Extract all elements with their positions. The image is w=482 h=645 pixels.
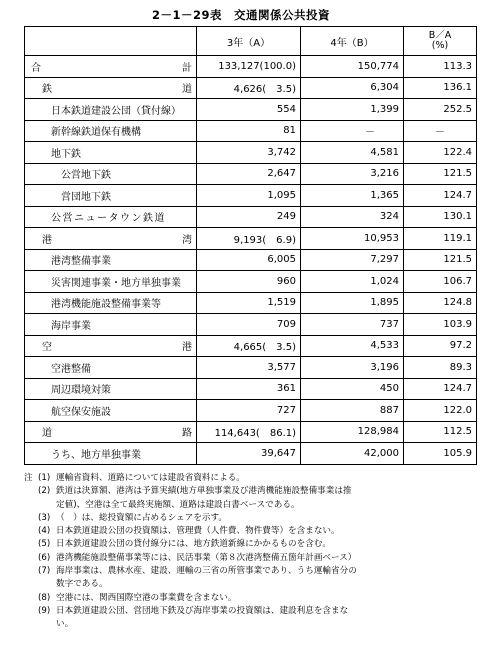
cell-ba: 113.3 (404, 56, 477, 78)
cell-ba: 105.9 (404, 443, 477, 465)
cell-a: 9,193( 6.9) (197, 228, 301, 250)
cell-b: 6,304 (301, 77, 404, 99)
row-label: 日本鉄道建設公団（貸付線） (25, 99, 197, 121)
footnote-text: 空港には、関西国際空港の事業費を含まない。 (56, 592, 237, 603)
cell-b: 1,365 (301, 185, 404, 207)
footnote-text: 日本鉄道建設公団の投資額は、管理費（人件費、物件費等）を含まない。 (56, 526, 340, 537)
cell-ba: 124.7 (404, 185, 477, 207)
cell-b: 7,297 (301, 249, 404, 271)
footnote-continuation (24, 578, 476, 591)
table-row-road (25, 421, 477, 443)
footnote-text: （ ）は、総投資額に占めるシェアを示す。 (56, 512, 228, 523)
cell-ba: 121.5 (404, 249, 477, 271)
footnote-number: (1) (38, 473, 51, 483)
footnote-number: (2) (38, 486, 51, 497)
row-label: 港湾機能施設整備事業等 (25, 292, 197, 314)
row-label (25, 228, 197, 250)
row-label-part: 港 (42, 234, 52, 246)
cell-b: 1,024 (301, 271, 404, 293)
cell-b: 128,984 (301, 421, 404, 443)
row-label (25, 56, 197, 78)
cell-a: 2,647 (197, 163, 301, 185)
cell-a: 727 (197, 400, 301, 422)
header-col-ba (404, 27, 477, 56)
table-row-total (25, 56, 477, 78)
row-label-part: 路 (182, 428, 192, 440)
footnote (24, 552, 476, 565)
cell-a: 133,127(100.0) (197, 56, 301, 78)
cell-ba: 122.4 (404, 142, 477, 164)
footnote-number: (6) (38, 552, 51, 563)
cell-ba: 130.1 (404, 206, 477, 228)
footnote (24, 605, 476, 618)
cell-ba: 252.5 (404, 99, 477, 121)
cell-b: 450 (301, 378, 404, 400)
footnote (24, 485, 476, 498)
row-label-part: 空 (42, 342, 52, 354)
cell-a: 1,095 (197, 185, 301, 207)
cell-b: 4,581 (301, 142, 404, 164)
footnote-continuation (24, 499, 476, 512)
row-label: 地下鉄 (25, 142, 197, 164)
cell-a: 709 (197, 314, 301, 336)
row-label: 航空保安施設 (25, 400, 197, 422)
cell-b: 737 (301, 314, 404, 336)
table-row (25, 142, 477, 164)
table-row (25, 185, 477, 207)
footnote-text: 運輸省資料、道路については建設省資料による。 (56, 473, 245, 483)
cell-ba: 89.3 (404, 357, 477, 379)
row-label: 海岸事業 (25, 314, 197, 336)
cell-b: 3,196 (301, 357, 404, 379)
row-label-part: 道 (42, 428, 52, 440)
cell-b: 3,216 (301, 163, 404, 185)
cell-a: 39,647 (197, 443, 301, 465)
cell-ba: 122.0 (404, 400, 477, 422)
investment-table (24, 26, 477, 465)
cell-ba: 106.7 (404, 271, 477, 293)
cell-a: 554 (197, 99, 301, 121)
row-label (25, 77, 197, 99)
footnote (24, 472, 476, 485)
footnote-number: (7) (38, 566, 51, 577)
cell-b: 10,953 (301, 228, 404, 250)
footnote (24, 565, 476, 578)
table-row (25, 271, 477, 293)
table-row (25, 443, 477, 465)
row-label-part: 湾 (182, 234, 192, 246)
table-row-port (25, 228, 477, 250)
cell-b: － (301, 120, 404, 142)
table-row (25, 163, 477, 185)
footnote-text: 港湾機能施設整備事業等には、民活事業（第８次港湾整備五箇年計画ベース） (56, 552, 357, 563)
header-ba-label: B／A (428, 30, 452, 41)
cell-ba: 119.1 (404, 228, 477, 250)
footnote-number: (3) (38, 512, 51, 523)
cell-a: 960 (197, 271, 301, 293)
row-label-part: 港 (182, 342, 192, 354)
footnote-number: (5) (38, 539, 51, 550)
cell-ba: 97.2 (404, 335, 477, 357)
cell-ba: 136.1 (404, 77, 477, 99)
footnote (24, 525, 476, 538)
table-row (25, 249, 477, 271)
table-row (25, 400, 477, 422)
row-label: 新幹線鉄道保有機構 (25, 120, 197, 142)
footnotes (24, 472, 476, 632)
footnote-text: い。 (56, 619, 74, 630)
cell-a: 3,742 (197, 142, 301, 164)
cell-b: 324 (301, 206, 404, 228)
row-label-part: 鉄 (42, 84, 52, 96)
footnote-number: (4) (38, 526, 51, 537)
row-label-part: 道 (182, 84, 192, 96)
footnote-mark: 注 (24, 473, 33, 483)
table-row (25, 292, 477, 314)
table-row (25, 206, 477, 228)
row-label (25, 335, 197, 357)
cell-ba: － (404, 120, 477, 142)
cell-a: 81 (197, 120, 301, 142)
table-row-airport (25, 335, 477, 357)
row-label (25, 421, 197, 443)
row-label: 空港整備 (25, 357, 197, 379)
footnote-text: 海岸事業は、農林水産、建設、運輸の三省の所管事業であり、うち運輸省分の (56, 566, 357, 577)
footnote (24, 592, 476, 605)
cell-b: 42,000 (301, 443, 404, 465)
cell-b: 150,774 (301, 56, 404, 78)
cell-a: 3,577 (197, 357, 301, 379)
table-row (25, 120, 477, 142)
cell-a: 1,519 (197, 292, 301, 314)
cell-b: 1,895 (301, 292, 404, 314)
cell-b: 4,533 (301, 335, 404, 357)
header-col-a: 3年（A） (197, 27, 301, 56)
footnote-number: (9) (38, 605, 51, 616)
header-blank (25, 27, 197, 56)
cell-ba: 121.5 (404, 163, 477, 185)
row-label-part: 計 (182, 62, 192, 74)
row-label-part: 合 (31, 62, 41, 74)
cell-a: 4,665( 3.5) (197, 335, 301, 357)
table-row (25, 99, 477, 121)
header-row (25, 27, 477, 56)
cell-a: 6,005 (197, 249, 301, 271)
cell-ba: 124.8 (404, 292, 477, 314)
cell-b: 1,399 (301, 99, 404, 121)
row-label: 公営ニュータウン鉄道 (25, 206, 197, 228)
table-row (25, 357, 477, 379)
row-label: 災害関連事業・地方単独事業 (25, 271, 197, 293)
footnote-continuation (24, 618, 476, 631)
cell-ba: 103.9 (404, 314, 477, 336)
header-col-b: 4年（B） (301, 27, 404, 56)
footnote-text: 定値)、空港は全て最終実施額、道路は建設白書ベースである。 (56, 499, 300, 510)
cell-a: 361 (197, 378, 301, 400)
cell-a: 114,643( 86.1) (197, 421, 301, 443)
cell-ba: 112.5 (404, 421, 477, 443)
row-label: うち、地方単独事業 (25, 443, 197, 465)
table-row-rail (25, 77, 477, 99)
cell-a: 4,626( 3.5) (197, 77, 301, 99)
row-label: 周辺環境対策 (25, 378, 197, 400)
footnote (24, 512, 476, 525)
footnote-text: 鉄道は決算額、港湾は予算実績(地方単独事業及び港湾機能施設整備事業は推 (56, 486, 352, 497)
table-row (25, 378, 477, 400)
header-pct-label: (%) (431, 40, 449, 51)
row-label: 港湾整備事業 (25, 249, 197, 271)
table-title: 2－1－29表 交通関係公共投資 (151, 8, 330, 22)
row-label: 営団地下鉄 (25, 185, 197, 207)
footnote-text: 日本鉄道建設公団の貸付線分には、地方鉄道新線にかかるものを含む。 (56, 539, 332, 550)
cell-a: 249 (197, 206, 301, 228)
row-label: 公営地下鉄 (25, 163, 197, 185)
footnote-text: 数字である。 (56, 579, 108, 590)
cell-b: 887 (301, 400, 404, 422)
footnote (24, 538, 476, 551)
footnote-number: (8) (38, 592, 51, 603)
footnote-text: 日本鉄道建設公団、営団地下鉄及び海岸事業の投資額は、建設利息を含まな (56, 605, 349, 616)
cell-ba: 124.7 (404, 378, 477, 400)
table-row (25, 314, 477, 336)
